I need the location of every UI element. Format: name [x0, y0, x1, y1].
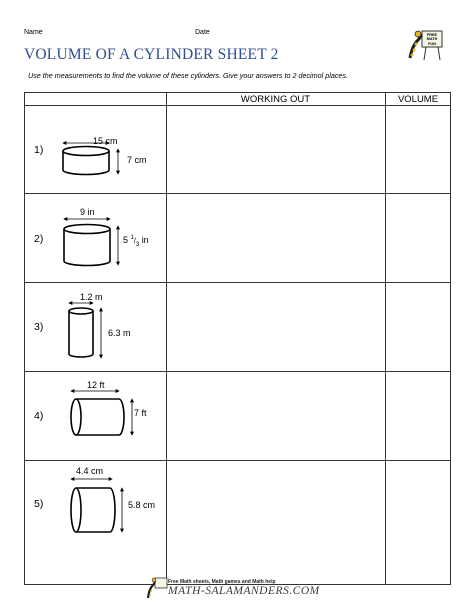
- header-divider: [25, 105, 450, 106]
- footer-salamander-icon: [145, 576, 169, 600]
- cylinder-diagram: [64, 474, 128, 544]
- height-label: 5.8 cm: [128, 500, 156, 510]
- height-label: 7 cm: [127, 155, 147, 165]
- column-divider: [166, 93, 167, 584]
- question-number: 5): [34, 498, 44, 510]
- diameter-label: 4.4 cm: [76, 466, 104, 476]
- height-label: 5 $^1/_3$ in: [123, 235, 149, 248]
- instructions: Use the measurements to find the volume of these cylinders. Give your answers to 2 decimol places.: [28, 71, 348, 80]
- diameter-label: 12 ft: [87, 380, 105, 390]
- diameter-label: 15 cm: [93, 136, 118, 146]
- row-divider: [25, 371, 450, 372]
- cylinder-diagram: [58, 213, 128, 273]
- footer-tagline: Free Math sheets, Math games and Math help: [168, 579, 276, 585]
- row-divider: [25, 460, 450, 461]
- working-out-header: WORKING OUT: [240, 94, 311, 105]
- diameter-label: 9 in: [80, 207, 95, 217]
- question-number: 4): [34, 410, 44, 422]
- salamander-logo: [406, 28, 446, 62]
- page-title: VOLUME OF A CYLINDER SHEET 2: [24, 46, 279, 63]
- question-number: 2): [34, 233, 44, 245]
- name-label: Name: [24, 29, 43, 36]
- diameter-label: 1.2 m: [80, 292, 103, 302]
- volume-header: VOLUME: [397, 94, 439, 105]
- column-divider: [385, 93, 386, 584]
- height-label: 7 ft: [134, 408, 147, 418]
- logo-badge-text: FREE MATH FUN: [426, 33, 438, 46]
- cylinder-diagram: [62, 299, 112, 365]
- footer-brand: MATH-SALAMANDERS.COM: [168, 585, 320, 597]
- height-label: 6.3 m: [108, 328, 131, 338]
- question-number: 1): [34, 144, 44, 156]
- row-divider: [25, 193, 450, 194]
- date-label: Date: [195, 29, 210, 36]
- row-divider: [25, 282, 450, 283]
- cylinder-diagram: [64, 386, 140, 442]
- question-number: 3): [34, 321, 44, 333]
